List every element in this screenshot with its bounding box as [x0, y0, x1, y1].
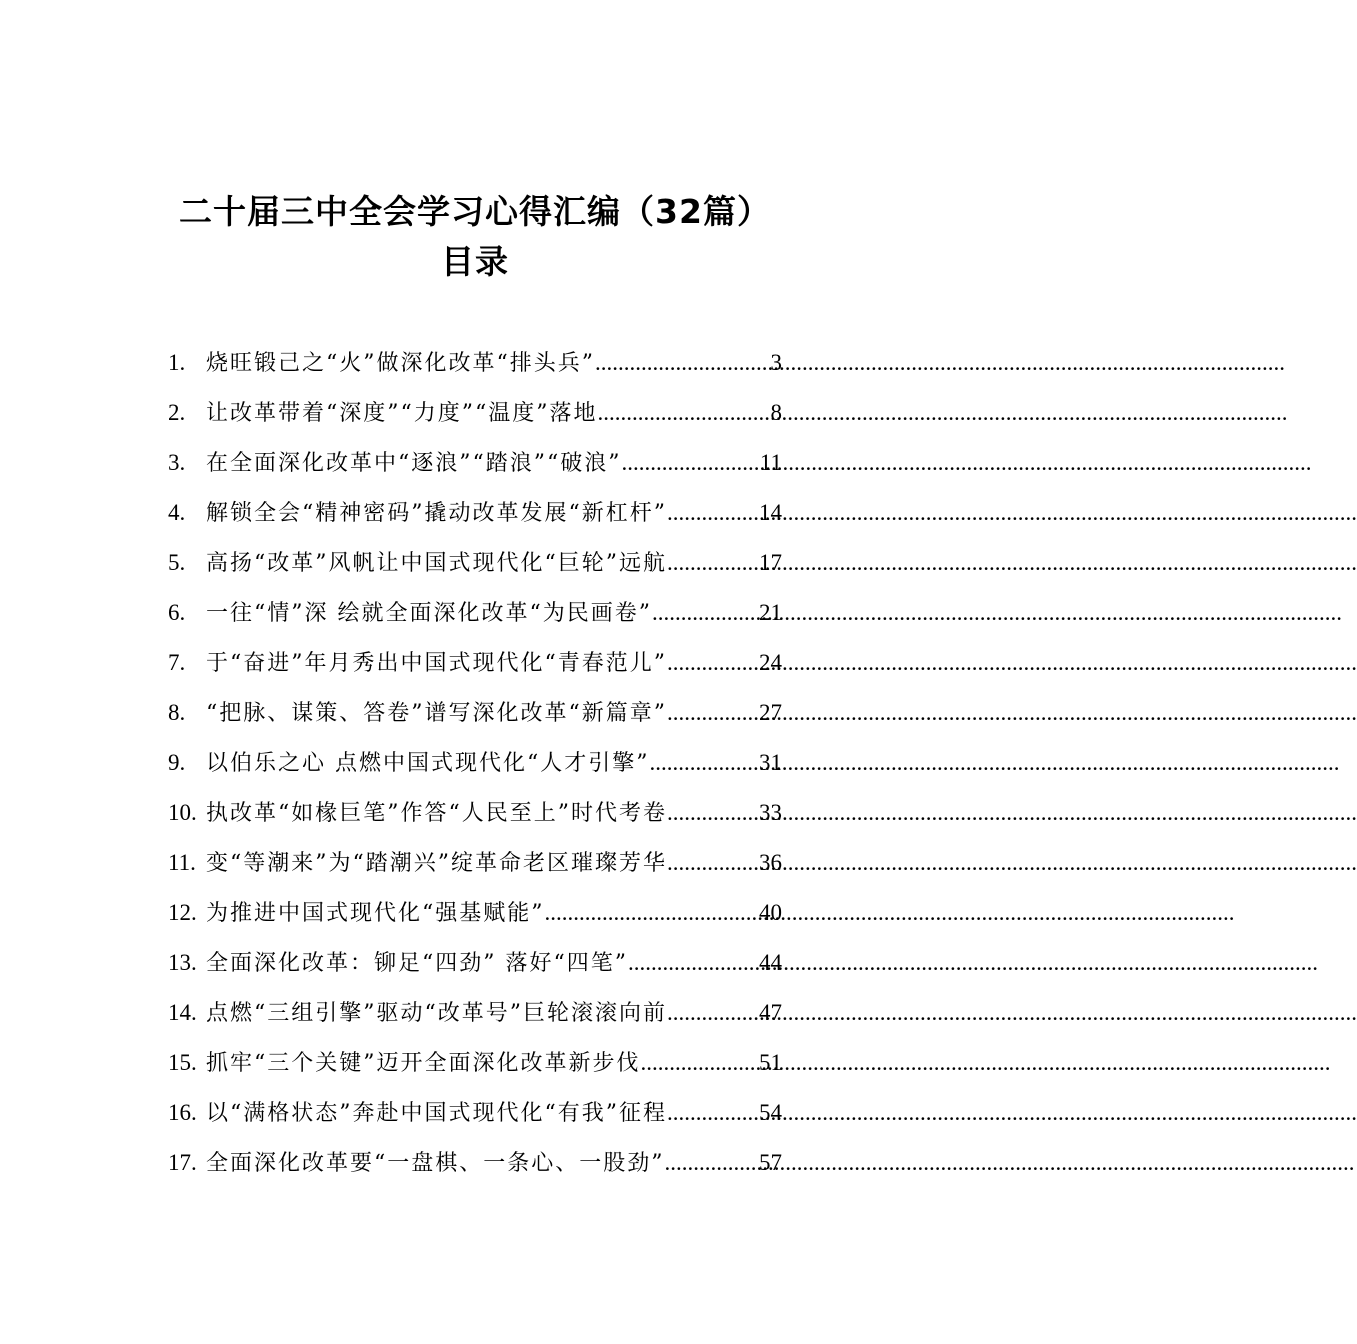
toc-entry-number: 10. — [168, 800, 197, 825]
toc-dot-leader — [545, 888, 760, 938]
table-of-contents — [168, 338, 782, 1188]
toc-entry-number: 9. — [168, 750, 186, 775]
toc-entry-13[interactable] — [168, 938, 782, 988]
toc-entry-number: 15. — [168, 1050, 197, 1075]
toc-entry-title: 以“满格状态”奔赴中国式现代化“有我”征程 — [206, 1101, 667, 1126]
toc-dot-leader — [667, 988, 759, 1038]
toc-entry-page: 57 — [759, 1150, 782, 1175]
toc-entry-16[interactable] — [168, 1088, 782, 1138]
toc-entry-page: 17 — [759, 550, 782, 575]
toc-entry-number: 7. — [168, 650, 186, 675]
toc-entry-number: 17. — [168, 1150, 197, 1175]
toc-entry-page: 27 — [759, 700, 782, 725]
toc-entry-10[interactable] — [168, 788, 782, 838]
toc-dot-leader — [595, 338, 771, 388]
toc-entry-page: 3 — [770, 350, 782, 375]
toc-entry-title: 让改革带着“深度”“力度”“温度”落地 — [206, 401, 598, 426]
toc-entry-page: 21 — [759, 600, 782, 625]
toc-entry-number: 2. — [168, 400, 186, 425]
toc-entry-7[interactable] — [168, 638, 782, 688]
toc-entry-page: 36 — [759, 850, 782, 875]
toc-entry-title: 变“等潮来”为“踏潮兴”绽革命老区璀璨芳华 — [206, 851, 667, 876]
toc-entry-title: 解锁全会“精神密码”撬动改革发展“新杠杆” — [206, 501, 667, 526]
toc-entry-title: 烧旺锻己之“火”做深化改革“排头兵” — [206, 351, 595, 376]
toc-dot-leader — [667, 688, 759, 738]
toc-entry-page: 11 — [759, 450, 782, 475]
toc-entry-3[interactable] — [168, 438, 782, 488]
toc-entry-17[interactable] — [168, 1138, 782, 1188]
toc-entry-number: 12. — [168, 900, 197, 925]
toc-entry-title: 全面深化改革：铆足“四劲” 落好“四笔” — [206, 951, 628, 976]
toc-entry-page: 31 — [759, 750, 782, 775]
toc-entry-title: 在全面深化改革中“逐浪”“踏浪”“破浪” — [206, 451, 622, 476]
toc-entry-title: 高扬“改革”风帆让中国式现代化“巨轮”远航 — [206, 551, 667, 576]
toc-entry-15[interactable] — [168, 1038, 782, 1088]
toc-entry-number: 6. — [168, 600, 186, 625]
toc-entry-title: 一往“情”深 绘就全面深化改革“为民画卷” — [206, 601, 652, 626]
toc-heading: 目录 — [441, 242, 509, 281]
toc-entry-title: 执改革“如椽巨笔”作答“人民至上”时代考卷 — [206, 801, 667, 826]
toc-entry-number: 13. — [168, 950, 197, 975]
toc-entry-page: 14 — [759, 500, 782, 525]
toc-entry-number: 16. — [168, 1100, 197, 1125]
toc-entry-page: 47 — [759, 1000, 782, 1025]
toc-entry-6[interactable] — [168, 588, 782, 638]
toc-entry-4[interactable] — [168, 488, 782, 538]
toc-entry-title: 全面深化改革要“一盘棋、一条心、一股劲” — [206, 1151, 665, 1176]
toc-entry-5[interactable] — [168, 538, 782, 588]
toc-entry-title: 抓牢“三个关键”迈开全面深化改革新步伐 — [206, 1051, 641, 1076]
toc-entry-page: 8 — [770, 400, 782, 425]
toc-entry-title: “把脉、谋策、答卷”谱写深化改革“新篇章” — [206, 701, 667, 726]
toc-entry-title: 点燃“三组引擎”驱动“改革号”巨轮滚滚向前 — [206, 1001, 667, 1026]
toc-dot-leader — [597, 388, 770, 438]
toc-dot-leader — [628, 938, 759, 988]
toc-dot-leader — [641, 1038, 760, 1088]
toc-entry-9[interactable] — [168, 738, 782, 788]
toc-dot-leader — [667, 488, 759, 538]
toc-entry-page: 54 — [759, 1100, 782, 1125]
toc-dot-leader — [621, 438, 759, 488]
toc-dot-leader — [667, 838, 759, 888]
toc-dot-leader — [652, 588, 759, 638]
toc-entry-page: 24 — [759, 650, 782, 675]
toc-entry-number: 11. — [168, 850, 196, 875]
toc-dot-leader — [665, 1138, 760, 1188]
document-title: 二十届三中全会学习心得汇编（32篇） — [179, 192, 771, 231]
toc-entry-number: 8. — [168, 700, 186, 725]
toc-dot-leader — [667, 1088, 759, 1138]
toc-entry-14[interactable] — [168, 988, 782, 1038]
toc-dot-leader — [667, 788, 759, 838]
toc-entry-12[interactable] — [168, 888, 782, 938]
toc-entry-number: 4. — [168, 500, 186, 525]
toc-dot-leader — [667, 538, 759, 588]
toc-entry-title: 于“奋进”年月秀出中国式现代化“青春范儿” — [206, 651, 667, 676]
toc-entry-8[interactable] — [168, 688, 782, 738]
toc-entry-number: 1. — [168, 350, 186, 375]
toc-entry-page: 33 — [759, 800, 782, 825]
toc-entry-page: 51 — [759, 1050, 782, 1075]
toc-entry-1[interactable] — [168, 338, 782, 388]
toc-entry-number: 5. — [168, 550, 186, 575]
toc-entry-number: 3. — [168, 450, 186, 475]
toc-entry-11[interactable] — [168, 838, 782, 888]
toc-entry-page: 40 — [759, 900, 782, 925]
toc-entry-number: 14. — [168, 1000, 197, 1025]
toc-entry-2[interactable] — [168, 388, 782, 438]
toc-entry-title: 以伯乐之心 点燃中国式现代化“人才引擎” — [206, 751, 650, 776]
toc-entry-page: 44 — [759, 950, 782, 975]
toc-dot-leader — [650, 738, 760, 788]
toc-dot-leader — [667, 638, 759, 688]
toc-entry-title: 为推进中国式现代化“强基赋能” — [206, 901, 545, 926]
